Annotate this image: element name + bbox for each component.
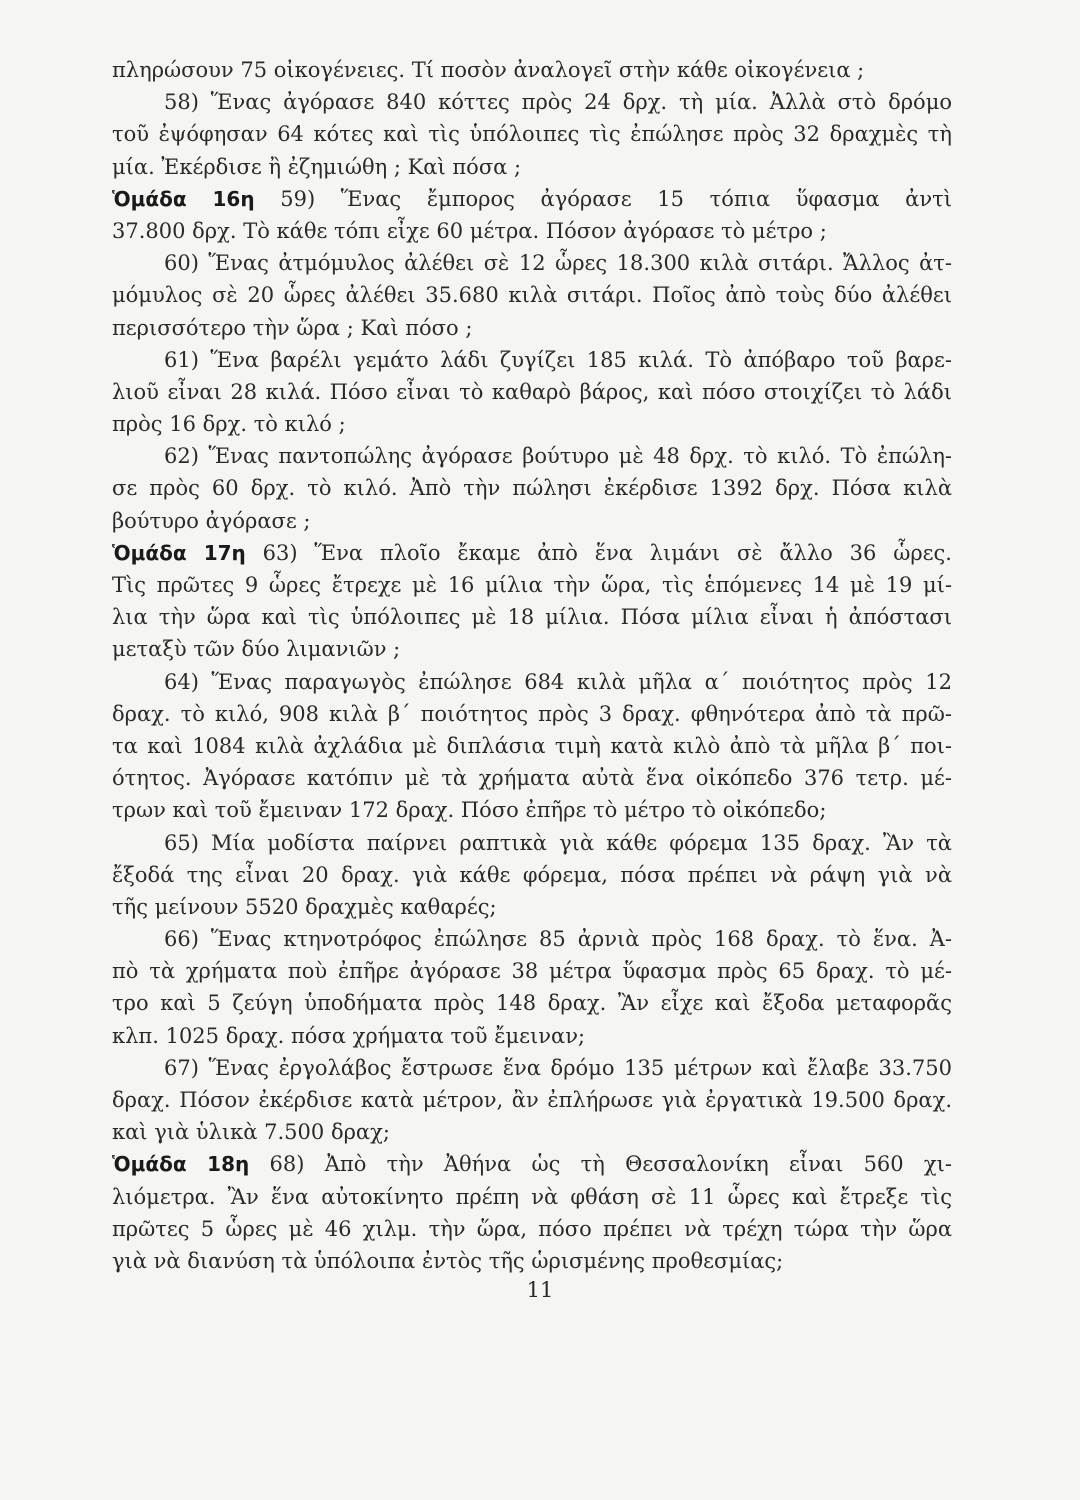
text-line: 67) Ἕνας ἐργολάβος ἔστρωσε ἕνα δρόμο 135 μέτρων καὶ ἔλαβε 33.750: [164, 1055, 952, 1080]
group-17-heading: Ὁμάδα 17η: [112, 540, 246, 565]
group-18-heading: Ὁμάδα 18η: [112, 1152, 250, 1177]
text-line: βούτυρο ἀγόρασε ;: [112, 508, 311, 533]
text-line: 64) Ἕνας παραγωγὸς ἐπώλησε 684 κιλὰ μῆλα α΄ ποιότητος πρὸς 12: [164, 669, 952, 694]
text-line: [112, 183, 952, 215]
text-line: τρο καὶ 5 ζεύγη ὑποδήματα πρὸς 148 δραχ. Ἂν εἶχε καὶ ἔξοδα μεταφορᾶς: [112, 991, 952, 1016]
text-line: περισσότερο τὴν ὥρα ; Καὶ πόσο ;: [112, 315, 473, 340]
text-line: [112, 1148, 952, 1180]
text-line: ότητος. Ἀγόρασε κατόπιν μὲ τὰ χρήματα αὐτὰ ἕνα οἰκόπεδο 376 τετρ. μέ-: [112, 766, 952, 791]
text-line: λια τὴν ὥρα καὶ τὶς ὑπόλοιπες μὲ 18 μίλια. Πόσα μίλια εἶναι ἡ ἀπόστασι: [112, 605, 952, 630]
text-line: σε πρὸς 60 δρχ. τὸ κιλό. Ἀπὸ τὴν πώλησι ἐκέρδισε 1392 δρχ. Πόσα κιλὰ: [112, 476, 952, 501]
text-line: πρῶτες 5 ὧρες μὲ 46 χιλμ. τὴν ὥρα, πόσο πρέπει νὰ τρέχη τώρα τὴν ὥρα: [112, 1216, 952, 1241]
text-line: 60) Ἕνας ἀτμόμυλος ἀλέθει σὲ 12 ὧρες 18.300 κιλὰ σιτάρι. Ἄλλος ἀτ-: [164, 251, 952, 276]
text-line: δραχ. τὸ κιλό, 908 κιλὰ β΄ ποιότητος πρὸς 3 δραχ. φθηνότερα ἀπὸ τὰ πρῶ-: [112, 701, 952, 726]
text-line-part: 59) Ἕνας ἔμπορος ἀγόρασε 15 τόπια ὕφασμα ἀντὶ: [280, 186, 952, 211]
text-line: γιὰ νὰ διανύση τὰ ὑπόλοιπα ἐντὸς τῆς ὡρισμένης προθεσμίας;: [112, 1248, 784, 1273]
text-line: τοῦ ἐψόφησαν 64 κότες καὶ τὶς ὑπόλοιπες τὶς ἐπώλησε πρὸς 32 δραχμὲς τὴ: [112, 122, 952, 147]
text-line: τρων καὶ τοῦ ἔμειναν 172 δραχ. Πόσο ἐπῆρε τὸ μέτρο τὸ οἰκόπεδο;: [112, 798, 827, 823]
text-line: μία. Ἐκέρδισε ἢ ἐζημιώθη ; Καὶ πόσα ;: [112, 154, 522, 179]
text-line: λιόμετρα. Ἂν ἕνα αὐτοκίνητο πρέπη νὰ φθάση σὲ 11 ὧρες καὶ ἔτρεξε τὶς: [112, 1184, 952, 1209]
text-line: μόμυλος σὲ 20 ὧρες ἀλέθει 35.680 κιλὰ σιτάρι. Ποῖος ἀπὸ τοὺς δύο ἀλέθει: [112, 283, 952, 308]
text-line-part: 68) Ἀπὸ τὴν Ἀθήνα ὡς τὴ Θεσσαλονίκη εἶναι 560 χι-: [269, 1152, 952, 1177]
text-line: 58) Ἕνας ἀγόρασε 840 κόττες πρὸς 24 δρχ. τὴ μία. Ἀλλὰ στὸ δρόμο: [164, 90, 952, 115]
text-line: 37.800 δρχ. Τὸ κάθε τόπι εἶχε 60 μέτρα. Πόσον ἀγόρασε τὸ μέτρο ;: [112, 218, 827, 243]
text-line: Τὶς πρῶτες 9 ὧρες ἔτρεχε μὲ 16 μίλια τὴν ὥρα, τὶς ἑπόμενες 14 μὲ 19 μί-: [112, 573, 952, 597]
text-line: τῆς μείνουν 5520 δραχμὲς καθαρές;: [112, 894, 497, 919]
text-line: πληρώσουν 75 οἰκογένειες. Τί ποσὸν ἀναλογεῖ στὴν κάθε οἰκογένεια ;: [112, 58, 865, 82]
text-line-part: 63) Ἕνα πλοῖο ἔκαμε ἀπὸ ἕνα λιμάνι σὲ ἄλλο 36 ὧρες.: [262, 540, 952, 565]
text-line: τα καὶ 1084 κιλὰ ἀχλάδια μὲ διπλάσια τιμὴ κατὰ κιλὸ ἀπὸ τὰ μῆλα β΄ ποι-: [112, 733, 952, 758]
text-line: 65) Μία μοδίστα παίρνει ραπτικὰ γιὰ κάθε φόρεμα 135 δραχ. Ἂν τὰ: [164, 830, 952, 855]
text-line: 61) Ἕνα βαρέλι γεμάτο λάδι ζυγίζει 185 κιλά. Τὸ ἀπόβαρο τοῦ βαρε-: [164, 347, 952, 372]
page-number: 11: [526, 1278, 554, 1302]
text-line: 66) Ἕνας κτηνοτρόφος ἐπώλησε 85 ἀρνιὰ πρὸς 168 δραχ. τὸ ἕνα. Ἀ-: [164, 927, 952, 952]
text-line: πὸ τὰ χρήματα ποὺ ἐπῆρε ἀγόρασε 38 μέτρα ὕφασμα πρὸς 65 δραχ. τὸ μέ-: [112, 959, 952, 984]
text-line: δραχ. Πόσον ἐκέρδισε κατὰ μέτρον, ἂν ἐπλήρωσε γιὰ ἐργατικὰ 19.500 δραχ.: [112, 1088, 952, 1112]
text-line: 62) Ἕνας παντοπώλης ἀγόρασε βούτυρο μὲ 48 δρχ. τὸ κιλό. Τὸ ἐπώλη-: [164, 444, 952, 469]
text-line: [112, 537, 952, 569]
text-line: κλπ. 1025 δραχ. πόσα χρήματα τοῦ ἔμειναν;: [112, 1023, 586, 1048]
text-line: πρὸς 16 δρχ. τὸ κιλό ;: [112, 412, 346, 437]
page-body: [112, 54, 952, 1277]
text-line: καὶ γιὰ ὑλικὰ 7.500 δραχ;: [112, 1120, 390, 1145]
group-16-heading: Ὁμάδα 16η: [112, 186, 255, 211]
text-line: μεταξὺ τῶν δύο λιμανιῶν ;: [112, 637, 401, 662]
text-line: λιοῦ εἶναι 28 κιλά. Πόσο εἶναι τὸ καθαρὸ βάρος, καὶ πόσο στοιχίζει τὸ λάδι: [112, 379, 952, 404]
text-line: ἔξοδά της εἶναι 20 δραχ. γιὰ κάθε φόρεμα, πόσα πρέπει νὰ ράψη γιὰ νὰ: [112, 862, 952, 887]
